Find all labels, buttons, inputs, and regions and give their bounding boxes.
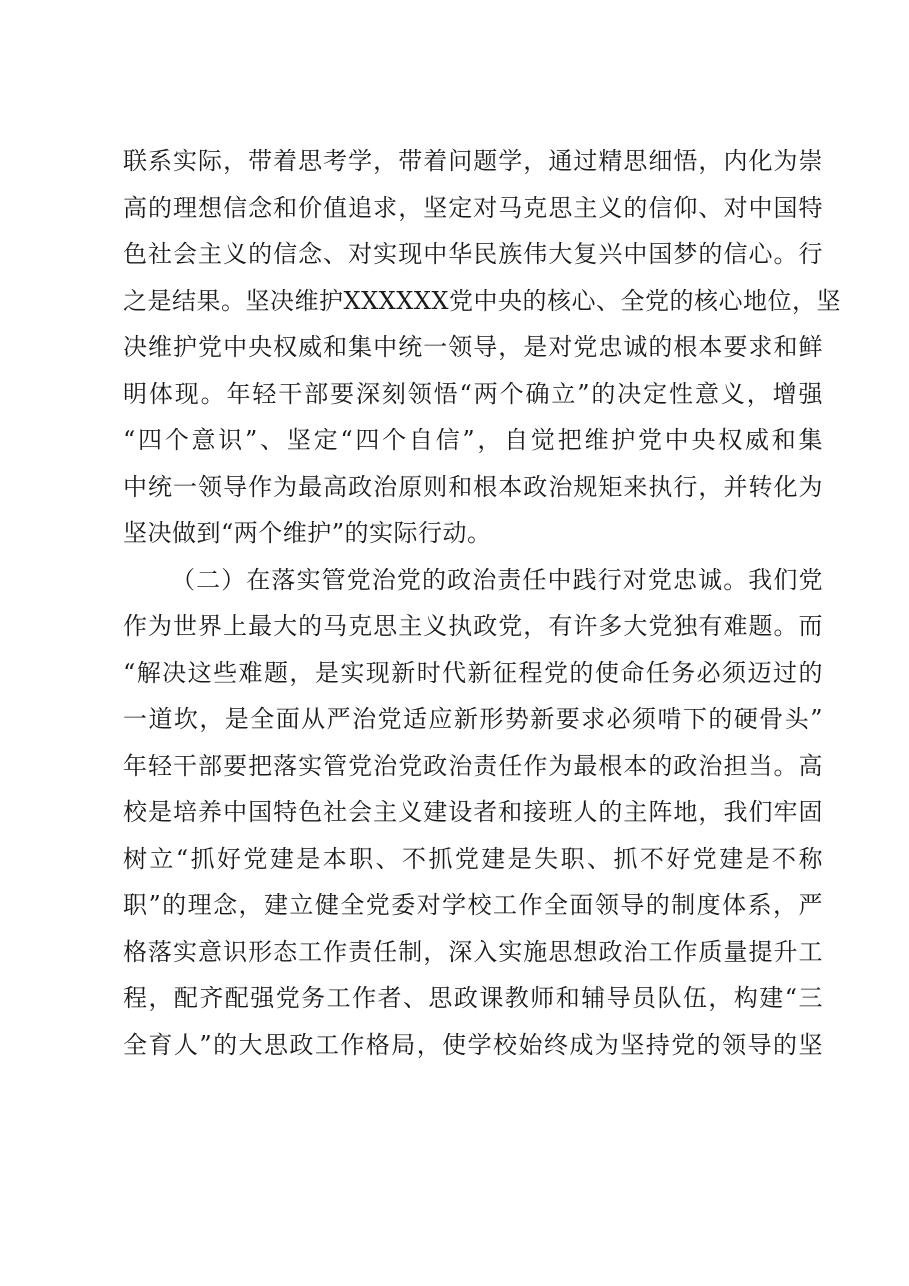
text-line: 作为世界上最大的马克思主义执政党，有许多大党独有难题。而 — [123, 612, 823, 640]
text-line: 高的理想信念和价值追求，坚定对马克思主义的信仰、对中国特 — [123, 193, 823, 222]
text-line: 之是结果。坚决维护XXXXXX党中央的核心、全党的核心地位，坚 — [123, 286, 842, 315]
text-line: 决维护党中央权威和集中统一领导，是对党忠诚的根本要求和鲜 — [123, 333, 823, 361]
text-line: 中统一领导作为最高政治原则和根本政治规矩来执行，并转化为 — [123, 472, 823, 501]
text-line: 一道坎，是全面从严治党适应新形势新要求必须啃下的硬骨头” — [123, 705, 823, 733]
text-line: 格落实意识形态工作责任制，深入实施思想政治工作质量提升工 — [123, 937, 823, 966]
section-heading-line: （二）在落实管党治党的政治责任中践行对党忠诚。我们党 — [171, 565, 823, 594]
text-line: 色社会主义的信念、对实现中华民族伟大复兴中国梦的信心。行 — [123, 240, 823, 268]
text-line: 程，配齐配强党务工作者、思政课教师和辅导员队伍，构建“三 — [123, 984, 823, 1012]
text-line: 明体现。年轻干部要深刻领悟“两个确立”的决定性意义，增强 — [123, 379, 823, 408]
text-line: 坚决做到“两个维护”的实际行动。 — [123, 519, 492, 547]
text-line: 职”的理念，建立健全党委对学校工作全面领导的制度体系，严 — [123, 891, 823, 919]
text-line: 校是培养中国特色社会主义建设者和接班人的主阵地，我们牢固 — [123, 798, 823, 826]
text-line: 树立“抓好党建是本职、不抓党建是失职、抓不好党建是不称 — [123, 844, 823, 873]
body-text — [123, 138, 842, 1068]
text-line: “四个意识”、坚定“四个自信”，自觉把维护党中央权威和集 — [123, 426, 823, 454]
text-line: “解决这些难题，是实现新时代新征程党的使命任务必须迈过的 — [123, 658, 823, 687]
text-line: 年轻干部要把落实管党治党政治责任作为最根本的政治担当。高 — [123, 751, 823, 780]
text-line: 联系实际，带着思考学，带着问题学，通过精思细悟，内化为崇 — [123, 147, 823, 175]
text-line: 全育人”的大思政工作格局，使学校始终成为坚持党的领导的坚 — [123, 1030, 823, 1059]
